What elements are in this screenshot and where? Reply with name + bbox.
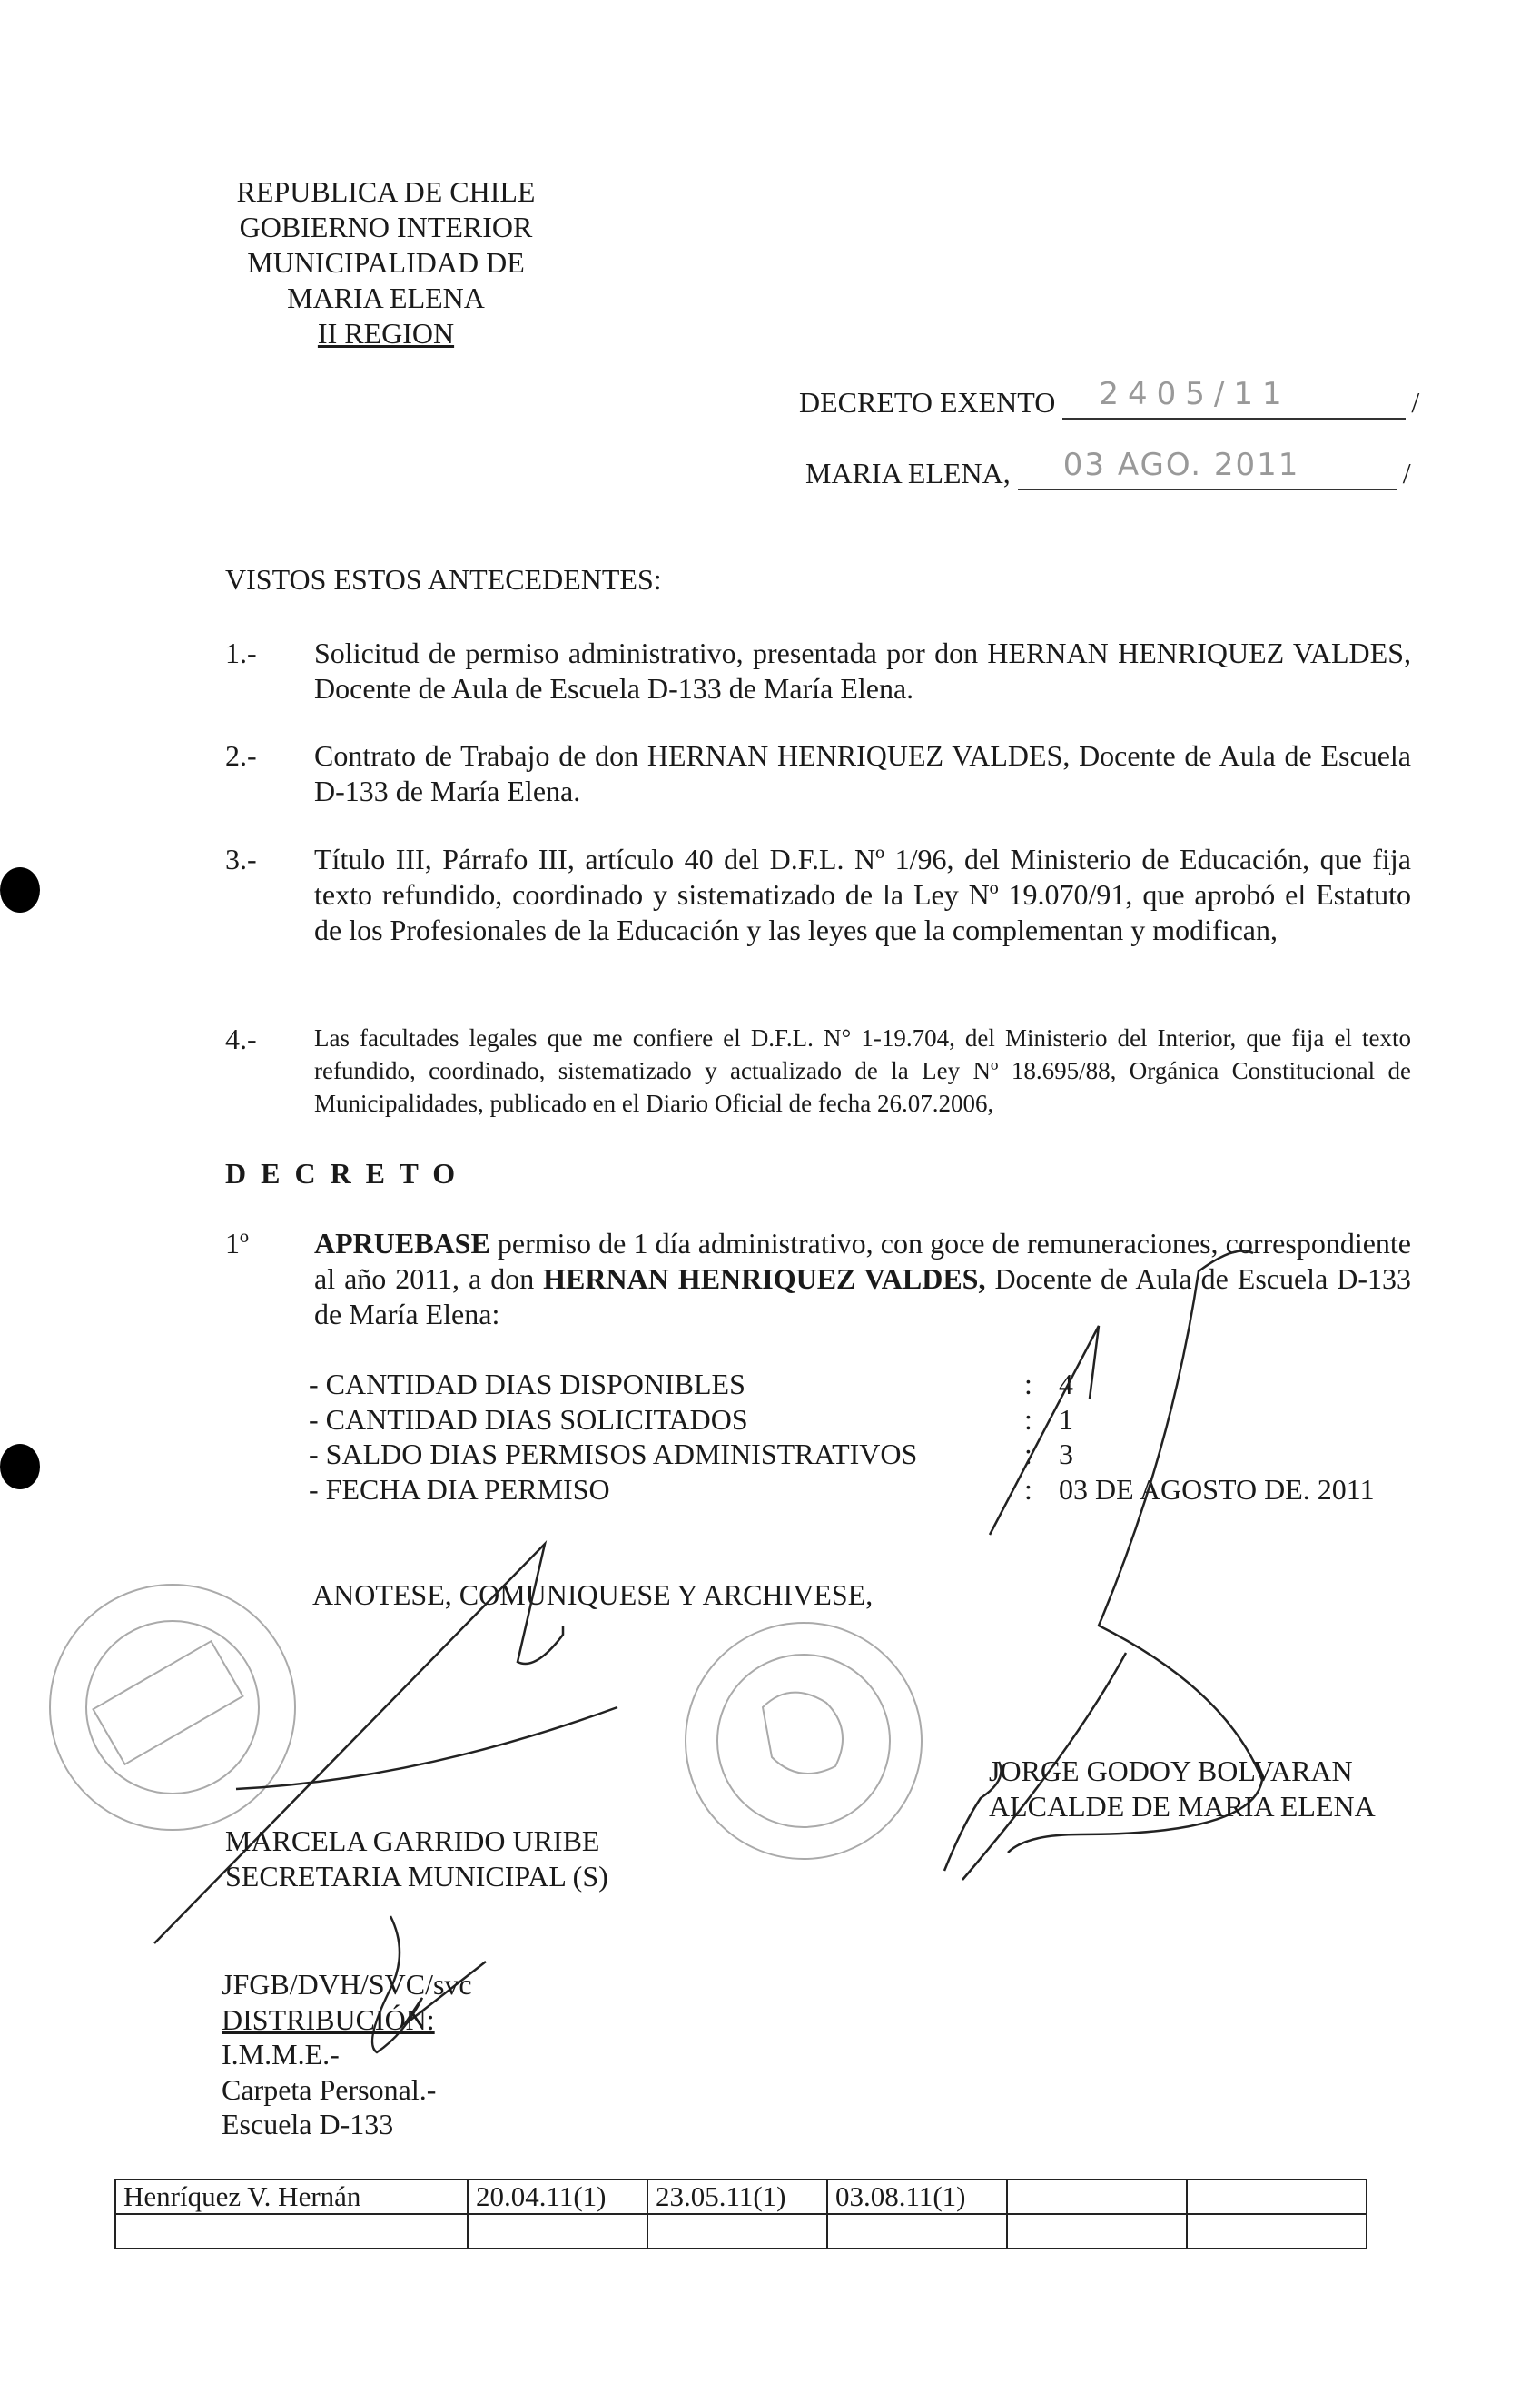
paragraph-text: permiso de 1 día administrativo, con goce de remuneraciones, correspondiente al año 2011, a don [314, 1227, 1411, 1295]
summary-value: 3 [1059, 1438, 1073, 1470]
item-number: 1º [225, 1227, 249, 1260]
secretary-title: SECRETARIA MUNICIPAL (S) [225, 1860, 608, 1893]
header-line: GOBIERNO INTERIOR [239, 211, 533, 243]
table-cell: 23.05.11(1) [647, 2179, 827, 2214]
permit-history-table [114, 2179, 1367, 2249]
closing-formula: ANOTESE, COMUNIQUESE Y ARCHIVESE, [312, 1578, 874, 1611]
item-text: Título III, Párrafo III, artículo 40 del D.F.L. Nº 1/96, del Ministerio de Educación, que fija texto refundido, coordinado y sistematizado de la Ley Nº 19.070/91, que aprobó el Estatuto de los Profesionales de la Educación y las leyes que la complementan y modifican, [314, 843, 1411, 946]
distribution-block [222, 1967, 472, 2142]
decree-number-value: 2405/11 [1099, 376, 1291, 412]
initials: JFGB/DVH/SVC/svc [222, 1968, 472, 2001]
table-cell [647, 2214, 827, 2249]
summary-value: 4 [1059, 1368, 1073, 1400]
place-date-label: MARIA ELENA, [805, 457, 1011, 489]
summary-value: 1 [1059, 1402, 1073, 1436]
table-cell [1007, 2179, 1187, 2214]
colon: : [1024, 1438, 1032, 1470]
distribution-item: Carpeta Personal.- [222, 2072, 437, 2106]
punch-hole [0, 1444, 40, 1489]
summary-value: 03 DE AGOSTO DE. 2011 [1059, 1472, 1375, 1506]
table-cell [115, 2214, 468, 2249]
table-row [115, 2214, 1367, 2249]
distribution-item: Escuela D-133 [222, 2108, 394, 2140]
mayor-title: ALCALDE DE MARIA ELENA [989, 1790, 1376, 1823]
summary-label: - CANTIDAD DIAS SOLICITADOS [309, 1402, 748, 1436]
table-cell [1187, 2179, 1367, 2214]
decree-number-label: DECRETO EXENTO [799, 386, 1056, 419]
item-text: Contrato de Trabajo de don HERNAN HENRIQUEZ VALDES, Docente de Aula de Escuela D-133 de María Elena. [314, 739, 1411, 807]
place-date-value: 03 AGO. 2011 [1062, 447, 1300, 483]
item-text: Solicitud de permiso administrativo, presentada por don HERNAN HENRIQUEZ VALDES, Docente de Aula de Escuela D-133 de María Elena. [314, 637, 1411, 705]
item-number: 1.- [225, 637, 257, 669]
mayor-name: JORGE GODOY BOLVARAN [989, 1754, 1353, 1787]
header-line: REPUBLICA DE CHILE [236, 175, 536, 208]
colon: : [1024, 1402, 1032, 1436]
punch-hole [0, 867, 40, 913]
paragraph-text: Docente de Aula de Escuela D-133 de María Elena: [314, 1262, 1411, 1330]
summary-label: - CANTIDAD DIAS DISPONIBLES [309, 1368, 745, 1400]
item-text: Las facultades legales que me confiere el D.F.L. N° 1-19.704, del Ministerio del Interior, que fija el texto refundido, coordinado, sistematizado y actualizado de la Ley Nº 18.695/88, Orgánica Constitucional de Municipalidades, publicado en el Diario Oficial de fecha 26.07.2006, [314, 1024, 1411, 1117]
mayor-stamp [686, 1623, 922, 1859]
place-date-row: MARIA ELENA, 03 AGO. 2011 / [805, 447, 1411, 489]
employee-name: HERNAN HENRIQUEZ VALDES, [543, 1262, 986, 1295]
header-line: MARIA ELENA [287, 282, 485, 314]
table-cell [1007, 2214, 1187, 2249]
table-cell [827, 2214, 1007, 2249]
summary-label: - SALDO DIAS PERMISOS ADMINISTRATIVOS [309, 1438, 918, 1470]
item-number: 4.- [225, 1023, 257, 1055]
colon: : [1024, 1472, 1032, 1506]
distribution-item: I.M.M.E.- [222, 2038, 340, 2071]
item-number: 2.- [225, 739, 257, 772]
table-cell [468, 2214, 647, 2249]
header-line: MUNICIPALIDAD DE [247, 246, 525, 279]
colon: : [1024, 1368, 1032, 1400]
secretary-stamp [50, 1585, 295, 1830]
header-line: II REGION [317, 317, 455, 350]
distribution-title: DISTRIBUCIÓN: [222, 2002, 435, 2036]
item-number: 3.- [225, 843, 257, 875]
table-cell [1187, 2214, 1367, 2249]
approve-keyword: APRUEBASE [314, 1227, 490, 1260]
table-row [115, 2179, 1367, 2214]
decreto-title: D E C R E T O [225, 1157, 459, 1190]
table-cell: 20.04.11(1) [468, 2179, 647, 2214]
table-cell: 03.08.11(1) [827, 2179, 1007, 2214]
table-cell: Henríquez V. Hernán [115, 2179, 468, 2214]
summary-label: - FECHA DIA PERMISO [309, 1472, 610, 1506]
secretary-name: MARCELA GARRIDO URIBE [225, 1824, 600, 1857]
vistos-title: VISTOS ESTOS ANTECEDENTES: [225, 563, 662, 596]
secretary-signature-block [225, 1824, 608, 1894]
mayor-signature-block [989, 1754, 1376, 1824]
decree-number-row: DECRETO EXENTO 2405/11 / [799, 376, 1420, 419]
